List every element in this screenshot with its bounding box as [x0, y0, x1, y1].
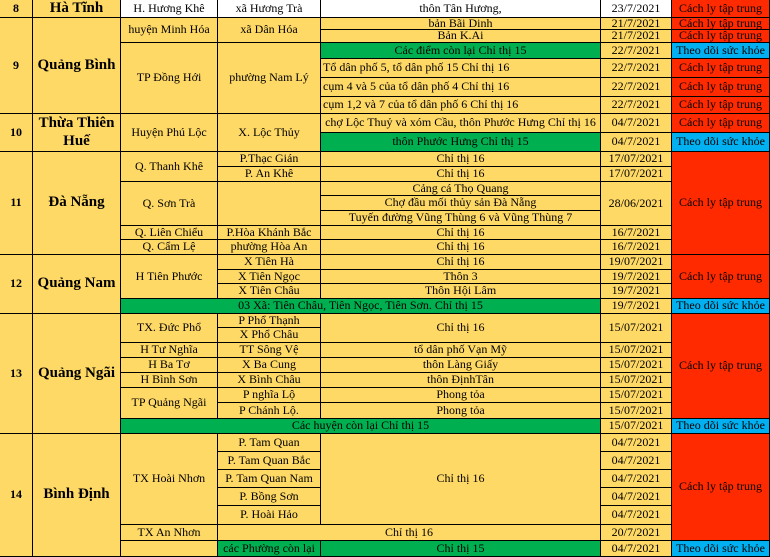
ward-name: X. Lộc Thủy — [218, 114, 321, 152]
ward-name: phường Hòa An — [218, 240, 321, 255]
row-number: 11 — [0, 152, 33, 255]
date: 15/07/2021 — [601, 388, 672, 403]
measure-badge: Theo dõi sức khỏe — [672, 419, 770, 434]
province-name: Hà Tĩnh — [33, 0, 121, 18]
area-name: Phong tỏa — [321, 403, 601, 419]
date: 20/7/2021 — [601, 525, 672, 541]
area-name: Chỉ thị 16 — [321, 226, 601, 240]
area-name: thôn Tân Hương, — [321, 0, 601, 18]
date: 23/7/2021 — [601, 0, 672, 18]
date: 21/7/2021 — [601, 30, 672, 43]
province-name: Quảng Nam — [33, 255, 121, 314]
ward-name: xã Hương Trà — [218, 0, 321, 18]
ward-name: X Tiên Châu — [218, 284, 321, 299]
area-name: Chỉ thị 16 — [321, 152, 601, 167]
area-name: Phong tỏa — [321, 388, 601, 403]
ward-name: X Tiên Ngọc — [218, 270, 321, 284]
ward-name: TT Sông Vệ — [218, 343, 321, 358]
date: 19/7/2021 — [601, 270, 672, 284]
ward-name: X Phổ Châu — [218, 328, 321, 343]
province-name: Quảng Bình — [33, 18, 121, 114]
measure-badge: Theo dõi sức khỏe — [672, 541, 770, 557]
measure-badge: Cách ly tập trung — [672, 18, 770, 30]
ward-name: phường Nam Lý — [218, 43, 321, 114]
district-name: TX An Nhơn — [121, 525, 218, 541]
date: 19/7/2021 — [601, 299, 672, 314]
measure-badge: Theo dõi sức khỏe — [672, 299, 770, 314]
area-name: Thôn 3 — [321, 270, 601, 284]
measure-badge: Cách ly tập trung — [672, 314, 770, 419]
area-name: Các huyện còn lại Chỉ thị 15 — [121, 419, 601, 434]
ward-name — [218, 182, 321, 226]
area-name: Chỉ thị 16 — [321, 240, 601, 255]
ward-name: xã Dân Hóa — [218, 18, 321, 43]
measure-badge: Cách ly tập trung — [672, 59, 770, 78]
area-name: Các điểm còn lại Chỉ thị 15 — [321, 43, 601, 59]
district-name: H Ba Tơ — [121, 358, 218, 373]
district-name: TP Quảng Ngãi — [121, 388, 218, 419]
ward-name: P. Tam Quan Nam — [218, 470, 321, 488]
district-name: Q. Cẩm Lệ — [121, 240, 218, 255]
area-name: Cảng cá Thọ Quang — [321, 182, 601, 196]
district-name — [121, 541, 218, 557]
area-name: thôn ĐịnhTân — [321, 373, 601, 388]
date: 22/7/2021 — [601, 43, 672, 59]
province-name: Đà Nẵng — [33, 152, 121, 255]
row-number: 13 — [0, 314, 33, 434]
row-number: 12 — [0, 255, 33, 314]
district-name: H Tiên Phước — [121, 255, 218, 299]
province-name: Bình Định — [33, 434, 121, 557]
date: 15/07/2021 — [601, 373, 672, 388]
measure-badge: Cách ly tập trung — [672, 30, 770, 43]
district-name: H. Hương Khê — [121, 0, 218, 18]
ward-name: P.Hòa Khánh Bắc — [218, 226, 321, 240]
date: 04/7/2021 — [601, 506, 672, 525]
date: 04/7/2021 — [601, 488, 672, 506]
ward-name: X Ba Cung — [218, 358, 321, 373]
area-name: Chỉ thị 16 — [321, 314, 601, 343]
district-name: H Tư Nghĩa — [121, 343, 218, 358]
area-name: Thôn Hội Lâm — [321, 284, 601, 299]
area-name: 03 Xã: Tiên Châu, Tiên Ngọc, Tiên Sơn. Chỉ thị 15 — [121, 299, 601, 314]
date: 28/06/2021 — [601, 182, 672, 226]
date: 22/7/2021 — [601, 59, 672, 78]
area-name: cụm 1,2 và 7 của tổ dân phố 6 Chỉ thị 16 — [321, 97, 601, 114]
district-name: H Bình Sơn — [121, 373, 218, 388]
measure-badge: Cách ly tập trung — [672, 255, 770, 299]
area-name: tổ dân phố Vạn Mỹ — [321, 343, 601, 358]
ward-name: P. An Khê — [218, 167, 321, 182]
date: 19/7/2021 — [601, 284, 672, 299]
area-name: Tổ dân phố 5, tổ dân phố 15 Chỉ thị 16 — [321, 59, 601, 78]
date: 22/7/2021 — [601, 97, 672, 114]
measure-badge: Theo dõi sức khỏe — [672, 133, 770, 152]
date: 22/7/2021 — [601, 78, 672, 97]
ward-name: P. Hoài Hảo — [218, 506, 321, 525]
ward-name: P.Thạc Gián — [218, 152, 321, 167]
area-name: Bản K.Ai — [321, 30, 601, 43]
measure-badge: Cách ly tập trung — [672, 0, 770, 18]
area-name: Chỉ thị 15 — [321, 541, 601, 557]
measure-badge: Theo dõi sức khỏe — [672, 43, 770, 59]
area-name: bản Bãi Dinh — [321, 18, 601, 30]
measure-badge: Cách ly tập trung — [672, 78, 770, 97]
district-name: huyện Minh Hóa — [121, 18, 218, 43]
area-name: thôn Phước Hưng Chỉ thị 15 — [321, 133, 601, 152]
district-name: TX. Đức Phổ — [121, 314, 218, 343]
area-name: Chỉ thị 16 — [321, 255, 601, 270]
district-name: Q. Sơn Trà — [121, 182, 218, 226]
row-number: 9 — [0, 18, 33, 114]
date: 15/07/2021 — [601, 358, 672, 373]
ward-name: các Phường còn lại — [218, 541, 321, 557]
row-number: 14 — [0, 434, 33, 557]
area-name: Chỉ thị 16 — [321, 167, 601, 182]
date: 17/07/2021 — [601, 167, 672, 182]
area-name: Chợ đầu mối thủy sản Đà Nẵng — [321, 196, 601, 211]
measure-badge: Cách ly tập trung — [672, 152, 770, 255]
province-name: Quảng Ngãi — [33, 314, 121, 434]
date: 15/07/2021 — [601, 419, 672, 434]
row-number: 8 — [0, 0, 33, 18]
date: 17/07/2021 — [601, 152, 672, 167]
district-name: Q. Thanh Khê — [121, 152, 218, 182]
ward-name: P. Bồng Sơn — [218, 488, 321, 506]
ward-name: P. Tam Quan Bắc — [218, 452, 321, 470]
district-name: TX Hoài Nhơn — [121, 434, 218, 525]
district-name: TP Đồng Hới — [121, 43, 218, 114]
row-number: 10 — [0, 114, 33, 152]
date: 04/7/2021 — [601, 133, 672, 152]
date: 16/7/2021 — [601, 240, 672, 255]
date: 21/7/2021 — [601, 18, 672, 30]
area-name: Chỉ thị 16 — [321, 434, 601, 525]
ward-name: P nghĩa Lộ — [218, 388, 321, 403]
ward-name: P. Tam Quan — [218, 434, 321, 452]
measure-badge: Cách ly tập trung — [672, 434, 770, 541]
date: 15/07/2021 — [601, 314, 672, 343]
date: 04/7/2021 — [601, 470, 672, 488]
date: 04/7/2021 — [601, 114, 672, 133]
date: 04/7/2021 — [601, 452, 672, 470]
area-name: thôn Làng Giấy — [321, 358, 601, 373]
date: 04/7/2021 — [601, 434, 672, 452]
area-name: Chỉ thị 16 — [218, 525, 601, 541]
area-name: cụm 4 và 5 của tổ dân phố 4 Chỉ thị 16 — [321, 78, 601, 97]
area-name: chợ Lộc Thuỷ và xóm Cầu, thôn Phước Hưng Chỉ thị 16 — [321, 114, 601, 133]
date: 16/7/2021 — [601, 226, 672, 240]
ward-name: X Tiên Hà — [218, 255, 321, 270]
ward-name: P Chánh Lộ. — [218, 403, 321, 419]
area-name: Tuyến đường Vũng Thùng 6 và Vũng Thùng 7 — [321, 211, 601, 226]
ward-name: P Phổ Thạnh — [218, 314, 321, 328]
province-name: Thừa Thiên Huế — [33, 114, 121, 152]
measure-badge: Cách ly tập trung — [672, 97, 770, 114]
district-name: Q. Liên Chiểu — [121, 226, 218, 240]
date: 15/07/2021 — [601, 343, 672, 358]
district-name: Huyện Phú Lộc — [121, 114, 218, 152]
date: 15/07/2021 — [601, 403, 672, 419]
date: 04/7/2021 — [601, 541, 672, 557]
ward-name: X Bình Châu — [218, 373, 321, 388]
date: 19/07/2021 — [601, 255, 672, 270]
measure-badge: Cách ly tập trung — [672, 114, 770, 133]
